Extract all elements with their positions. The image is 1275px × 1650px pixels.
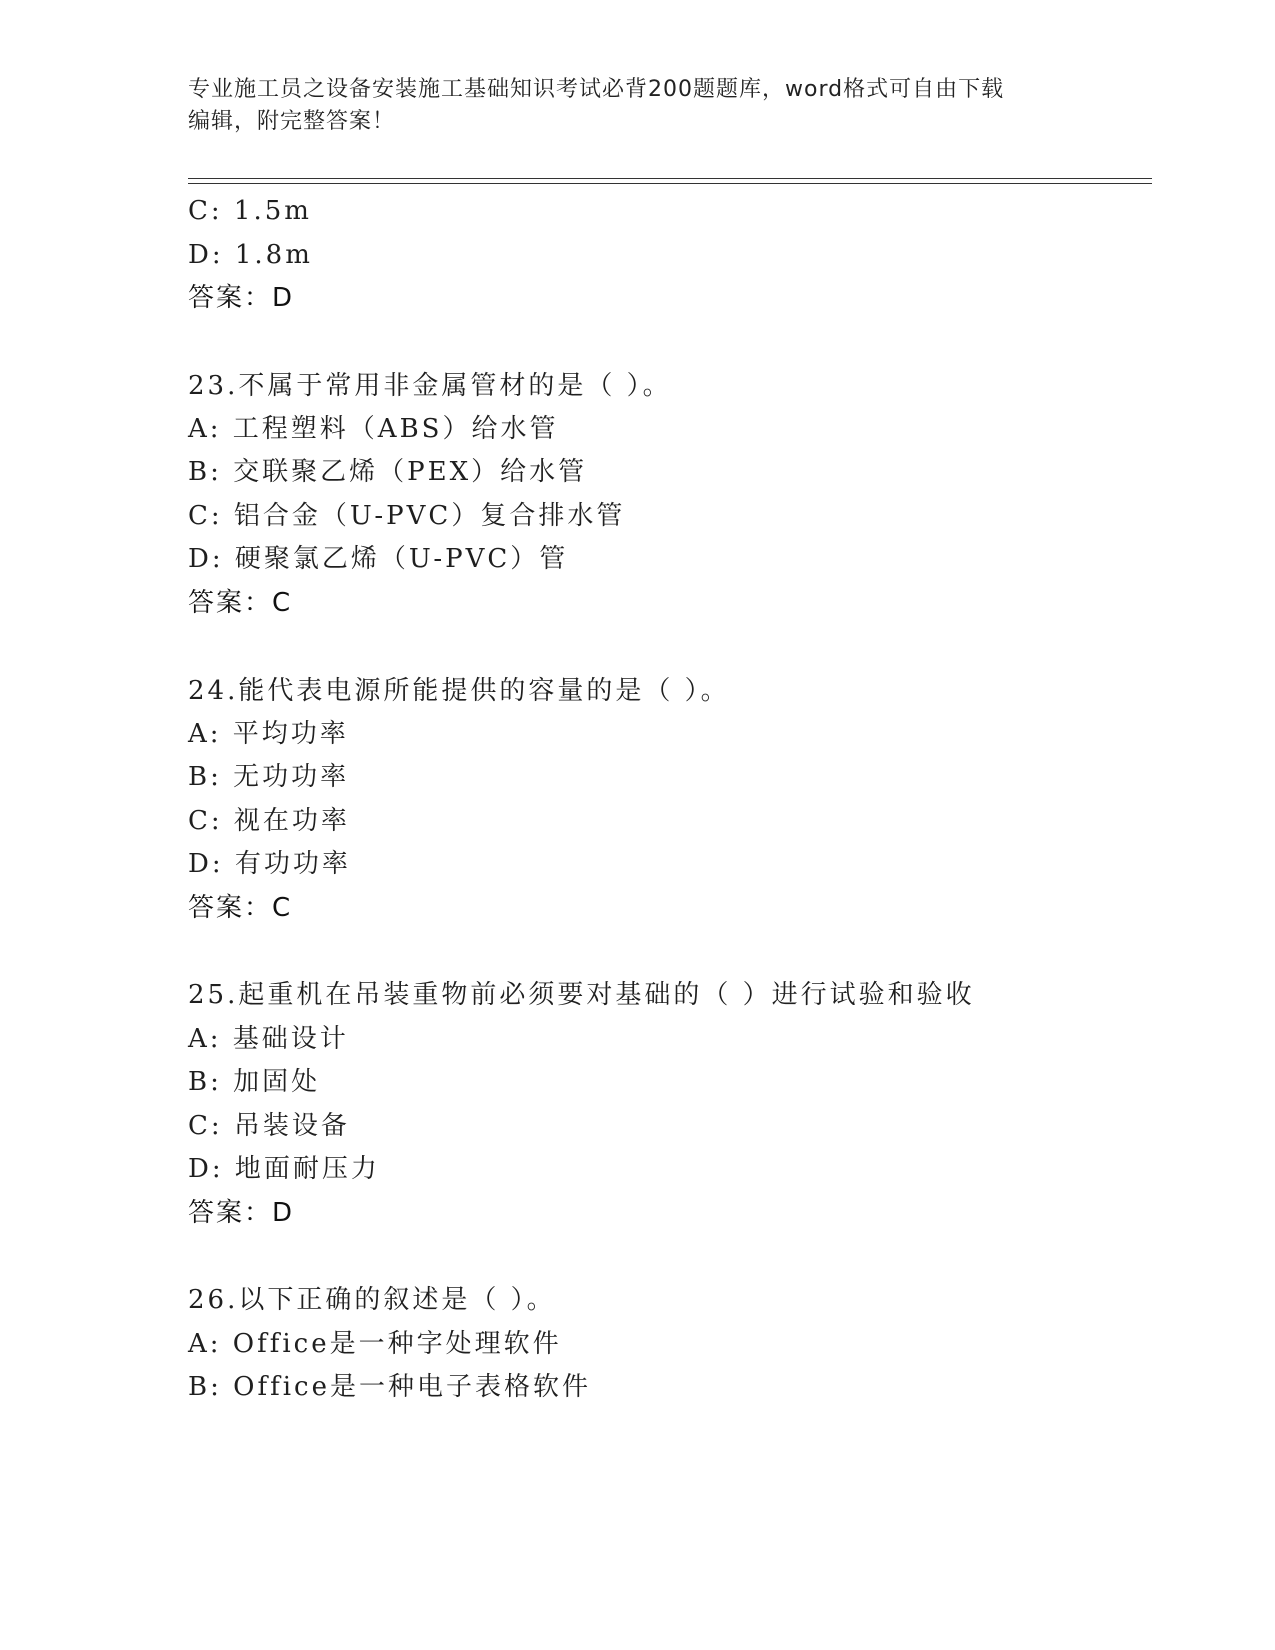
option-b: B: 加固处	[188, 1067, 321, 1097]
option-a: A: 基础设计	[188, 1024, 349, 1054]
document-title	[188, 74, 1068, 138]
header-divider-bottom	[188, 183, 1152, 184]
option-c: C: 视在功率	[188, 806, 350, 836]
question-stem: 24.能代表电源所能提供的容量的是（ ）。	[188, 676, 730, 706]
option-b: B: 交联聚乙烯（PEX）给水管	[188, 457, 588, 487]
option-c: C: 铝合金（U-PVC）复合排水管	[188, 501, 626, 531]
option-a: A: 平均功率	[188, 719, 349, 749]
answer-label: 答案：C	[188, 893, 293, 923]
answer-label: 答案：D	[188, 283, 295, 313]
answer-label: 答案：C	[188, 588, 293, 618]
option-d: D: 有功功率	[188, 849, 351, 879]
option-c: C: 1.5m	[188, 196, 312, 226]
option-c: C: 吊装设备	[188, 1111, 350, 1141]
option-d: D: 硬聚氯乙烯（U-PVC）管	[188, 544, 569, 574]
option-d: D: 地面耐压力	[188, 1154, 380, 1184]
question-stem: 23.不属于常用非金属管材的是（ ）。	[188, 371, 672, 401]
document-title-line-2: 编辑，附完整答案！	[188, 109, 396, 134]
question-stem: 25.起重机在吊装重物前必须要对基础的（ ）进行试验和验收	[188, 980, 975, 1010]
document-title-line-1: 专业施工员之设备安装施工基础知识考试必背200题题库，word格式可自由下载	[188, 77, 1005, 102]
question-stem: 26.以下正确的叙述是（ ）。	[188, 1285, 556, 1315]
header-divider-top	[188, 178, 1152, 179]
option-a: A: Office是一种字处理软件	[188, 1329, 562, 1359]
option-b: B: 无功功率	[188, 762, 350, 792]
option-a: A: 工程塑料（ABS）给水管	[188, 414, 559, 444]
option-d: D: 1.8m	[188, 240, 313, 270]
answer-label: 答案：D	[188, 1198, 295, 1228]
option-b: B: Office是一种电子表格软件	[188, 1372, 591, 1402]
